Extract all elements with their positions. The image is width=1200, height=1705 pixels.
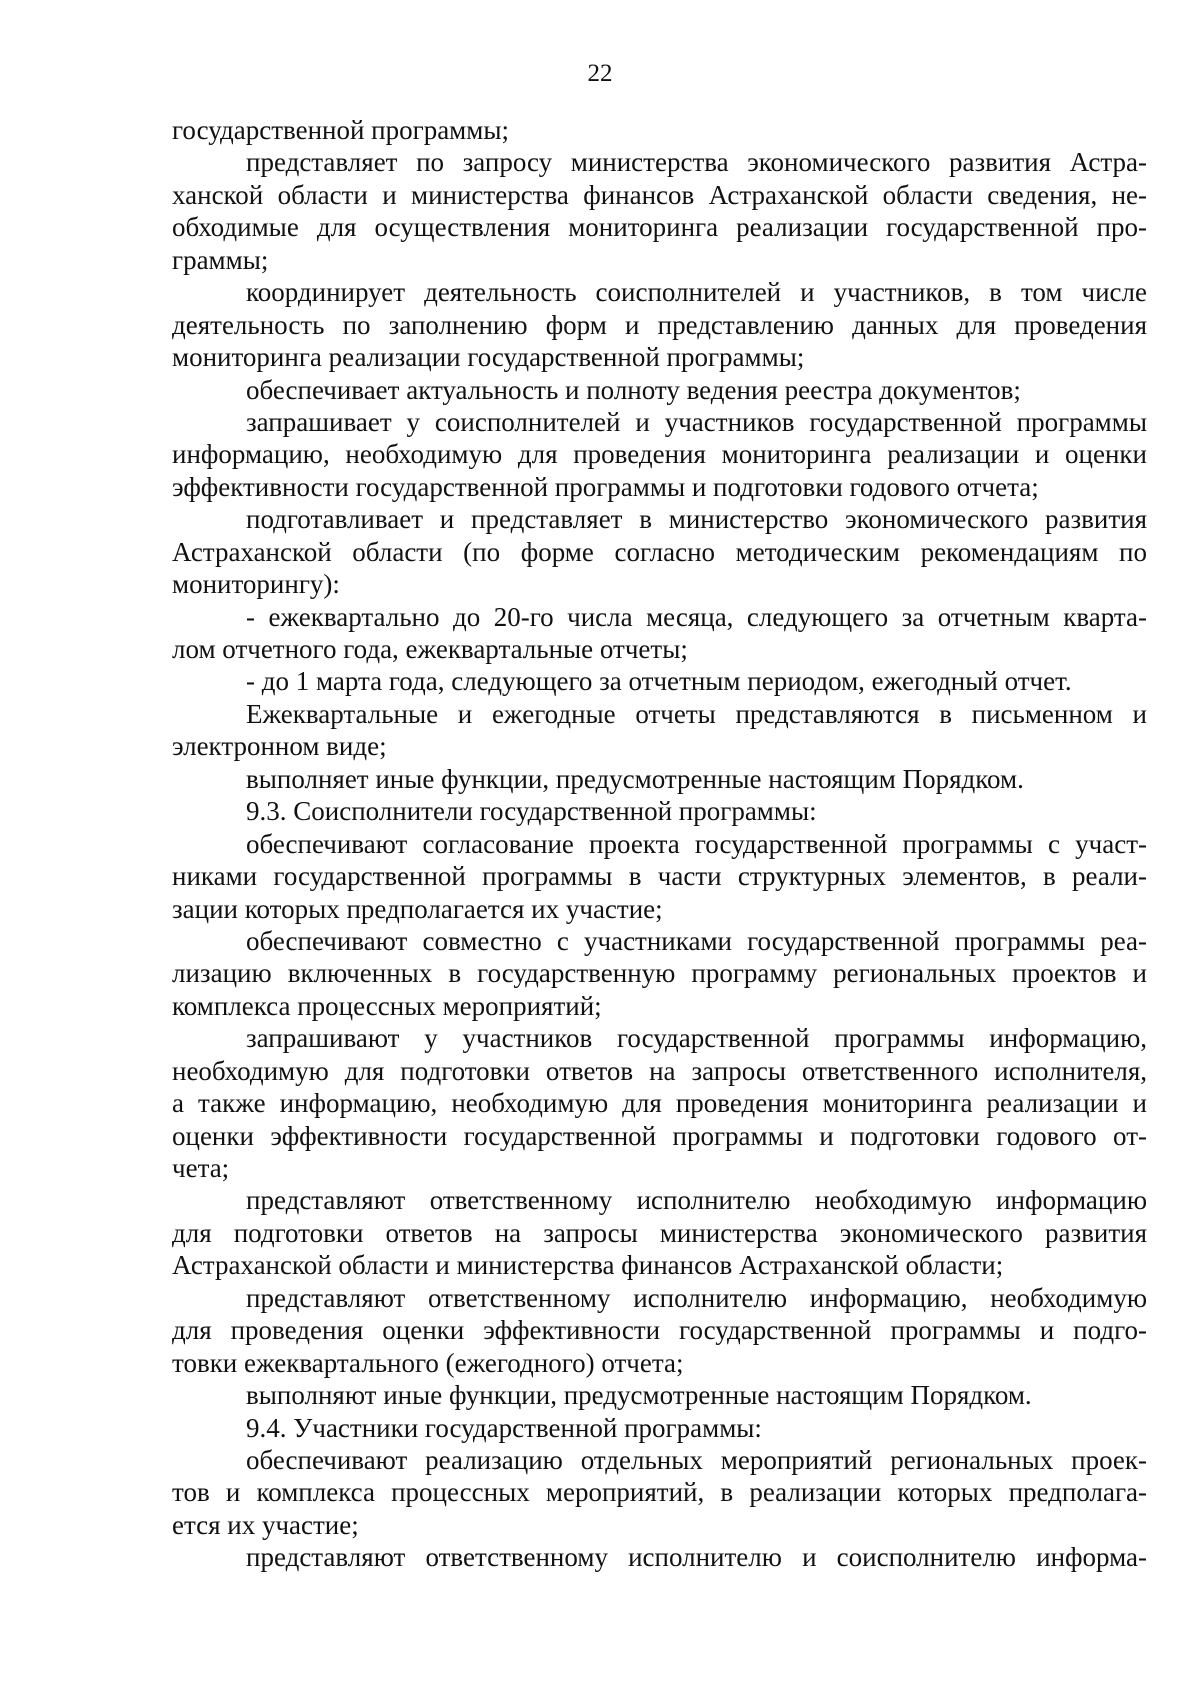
text-line: подготавливает и представляет в министерство экономического развития bbox=[246, 504, 1147, 535]
text-line: необходимую для подготовки ответов на запросы ответственного исполнителя, bbox=[172, 1055, 1147, 1086]
text-line: эффективности государственной программы и подготовки годового отчета; bbox=[172, 471, 1039, 502]
text-line: координирует деятельность соисполнителей и участников, в том числе bbox=[246, 277, 1147, 308]
text-line: - ежеквартально до 20-го числа месяца, следующего за отчетным кварта- bbox=[246, 601, 1147, 632]
text-line: ханской области и министерства финансов Астраханской области сведения, не- bbox=[172, 179, 1147, 210]
text-line: а также информацию, необходимую для проведения мониторинга реализации и bbox=[172, 1088, 1147, 1119]
text-line: мониторингу): bbox=[172, 569, 340, 600]
text-line: для проведения оценки эффективности государственной программы и подго- bbox=[172, 1315, 1147, 1346]
text-line: запрашивают у участников государственной программы информацию, bbox=[246, 1023, 1147, 1054]
text-line: запрашивает у соисполнителей и участников государственной программы bbox=[246, 406, 1147, 437]
text-line: выполняет иные функции, предусмотренные настоящим Порядком. bbox=[246, 763, 1024, 794]
text-line: 9.4. Участники государственной программы: bbox=[246, 1412, 762, 1443]
text-line: обеспечивают согласование проекта государственной программы с участ- bbox=[246, 828, 1147, 859]
text-line: лизацию включенных в государственную программу региональных проектов и bbox=[172, 958, 1147, 989]
text-line: обеспечивают совместно с участниками государственной программы реа- bbox=[246, 925, 1147, 956]
text-line: обеспечивают реализацию отдельных мероприятий региональных проек- bbox=[246, 1444, 1147, 1475]
text-line: представляют ответственному исполнителю информацию, необходимую bbox=[246, 1282, 1147, 1313]
text-line: лом отчетного года, ежеквартальные отчеты; bbox=[172, 634, 688, 664]
text-line: товки ежеквартального (ежегодного) отчета; bbox=[172, 1347, 684, 1378]
text-line: Астраханской области и министерства финансов Астраханской области; bbox=[172, 1250, 1004, 1281]
text-line: обеспечивает актуальность и полноту ведения реестра документов; bbox=[246, 374, 1021, 405]
text-line: тов и комплекса процессных мероприятий, в реализации которых предполага- bbox=[172, 1477, 1147, 1508]
text-line: для подготовки ответов на запросы министерства экономического развития bbox=[172, 1217, 1147, 1248]
text-line: чета; bbox=[172, 1153, 230, 1183]
text-line: выполняют иные функции, предусмотренные настоящим Порядком. bbox=[246, 1380, 1032, 1411]
text-line: зации которых предполагается их участие; bbox=[172, 893, 663, 924]
text-line: деятельность по заполнению форм и представлению данных для проведения bbox=[172, 309, 1147, 340]
text-line: - до 1 марта года, следующего за отчетным периодом, ежегодный отчет. bbox=[246, 666, 1072, 697]
text-line: 9.3. Соисполнители государственной программы: bbox=[246, 796, 817, 827]
text-line: никами государственной программы в части структурных элементов, в реали- bbox=[172, 861, 1147, 892]
page-number: 22 bbox=[587, 60, 613, 87]
text-line: граммы; bbox=[172, 244, 269, 275]
text-line: представляет по запросу министерства экономического развития Астра- bbox=[246, 147, 1147, 178]
text-line: Астраханской области (по форме согласно методическим рекомендациям по bbox=[172, 536, 1147, 567]
text-line: комплекса процессных мероприятий; bbox=[172, 990, 602, 1021]
body-text bbox=[172, 114, 1147, 1574]
text-line: информацию, необходимую для проведения мониторинга реализации и оценки bbox=[172, 439, 1147, 470]
text-line: представляют ответственному исполнителю и соисполнителю информа- bbox=[246, 1542, 1147, 1573]
text-line: представляют ответственному исполнителю необходимую информацию bbox=[246, 1185, 1147, 1216]
text-line: ется их участие; bbox=[172, 1509, 359, 1540]
text-line: оценки эффективности государственной программы и подготовки годового от- bbox=[172, 1120, 1147, 1151]
text-line: мониторинга реализации государственной программы; bbox=[172, 342, 805, 373]
text-line: обходимые для осуществления мониторинга реализации государственной про- bbox=[172, 212, 1147, 243]
text-line: Ежеквартальные и ежегодные отчеты представляются в письменном и bbox=[246, 698, 1147, 729]
text-line: государственной программы; bbox=[172, 115, 509, 145]
text-line: электронном виде; bbox=[172, 731, 387, 762]
